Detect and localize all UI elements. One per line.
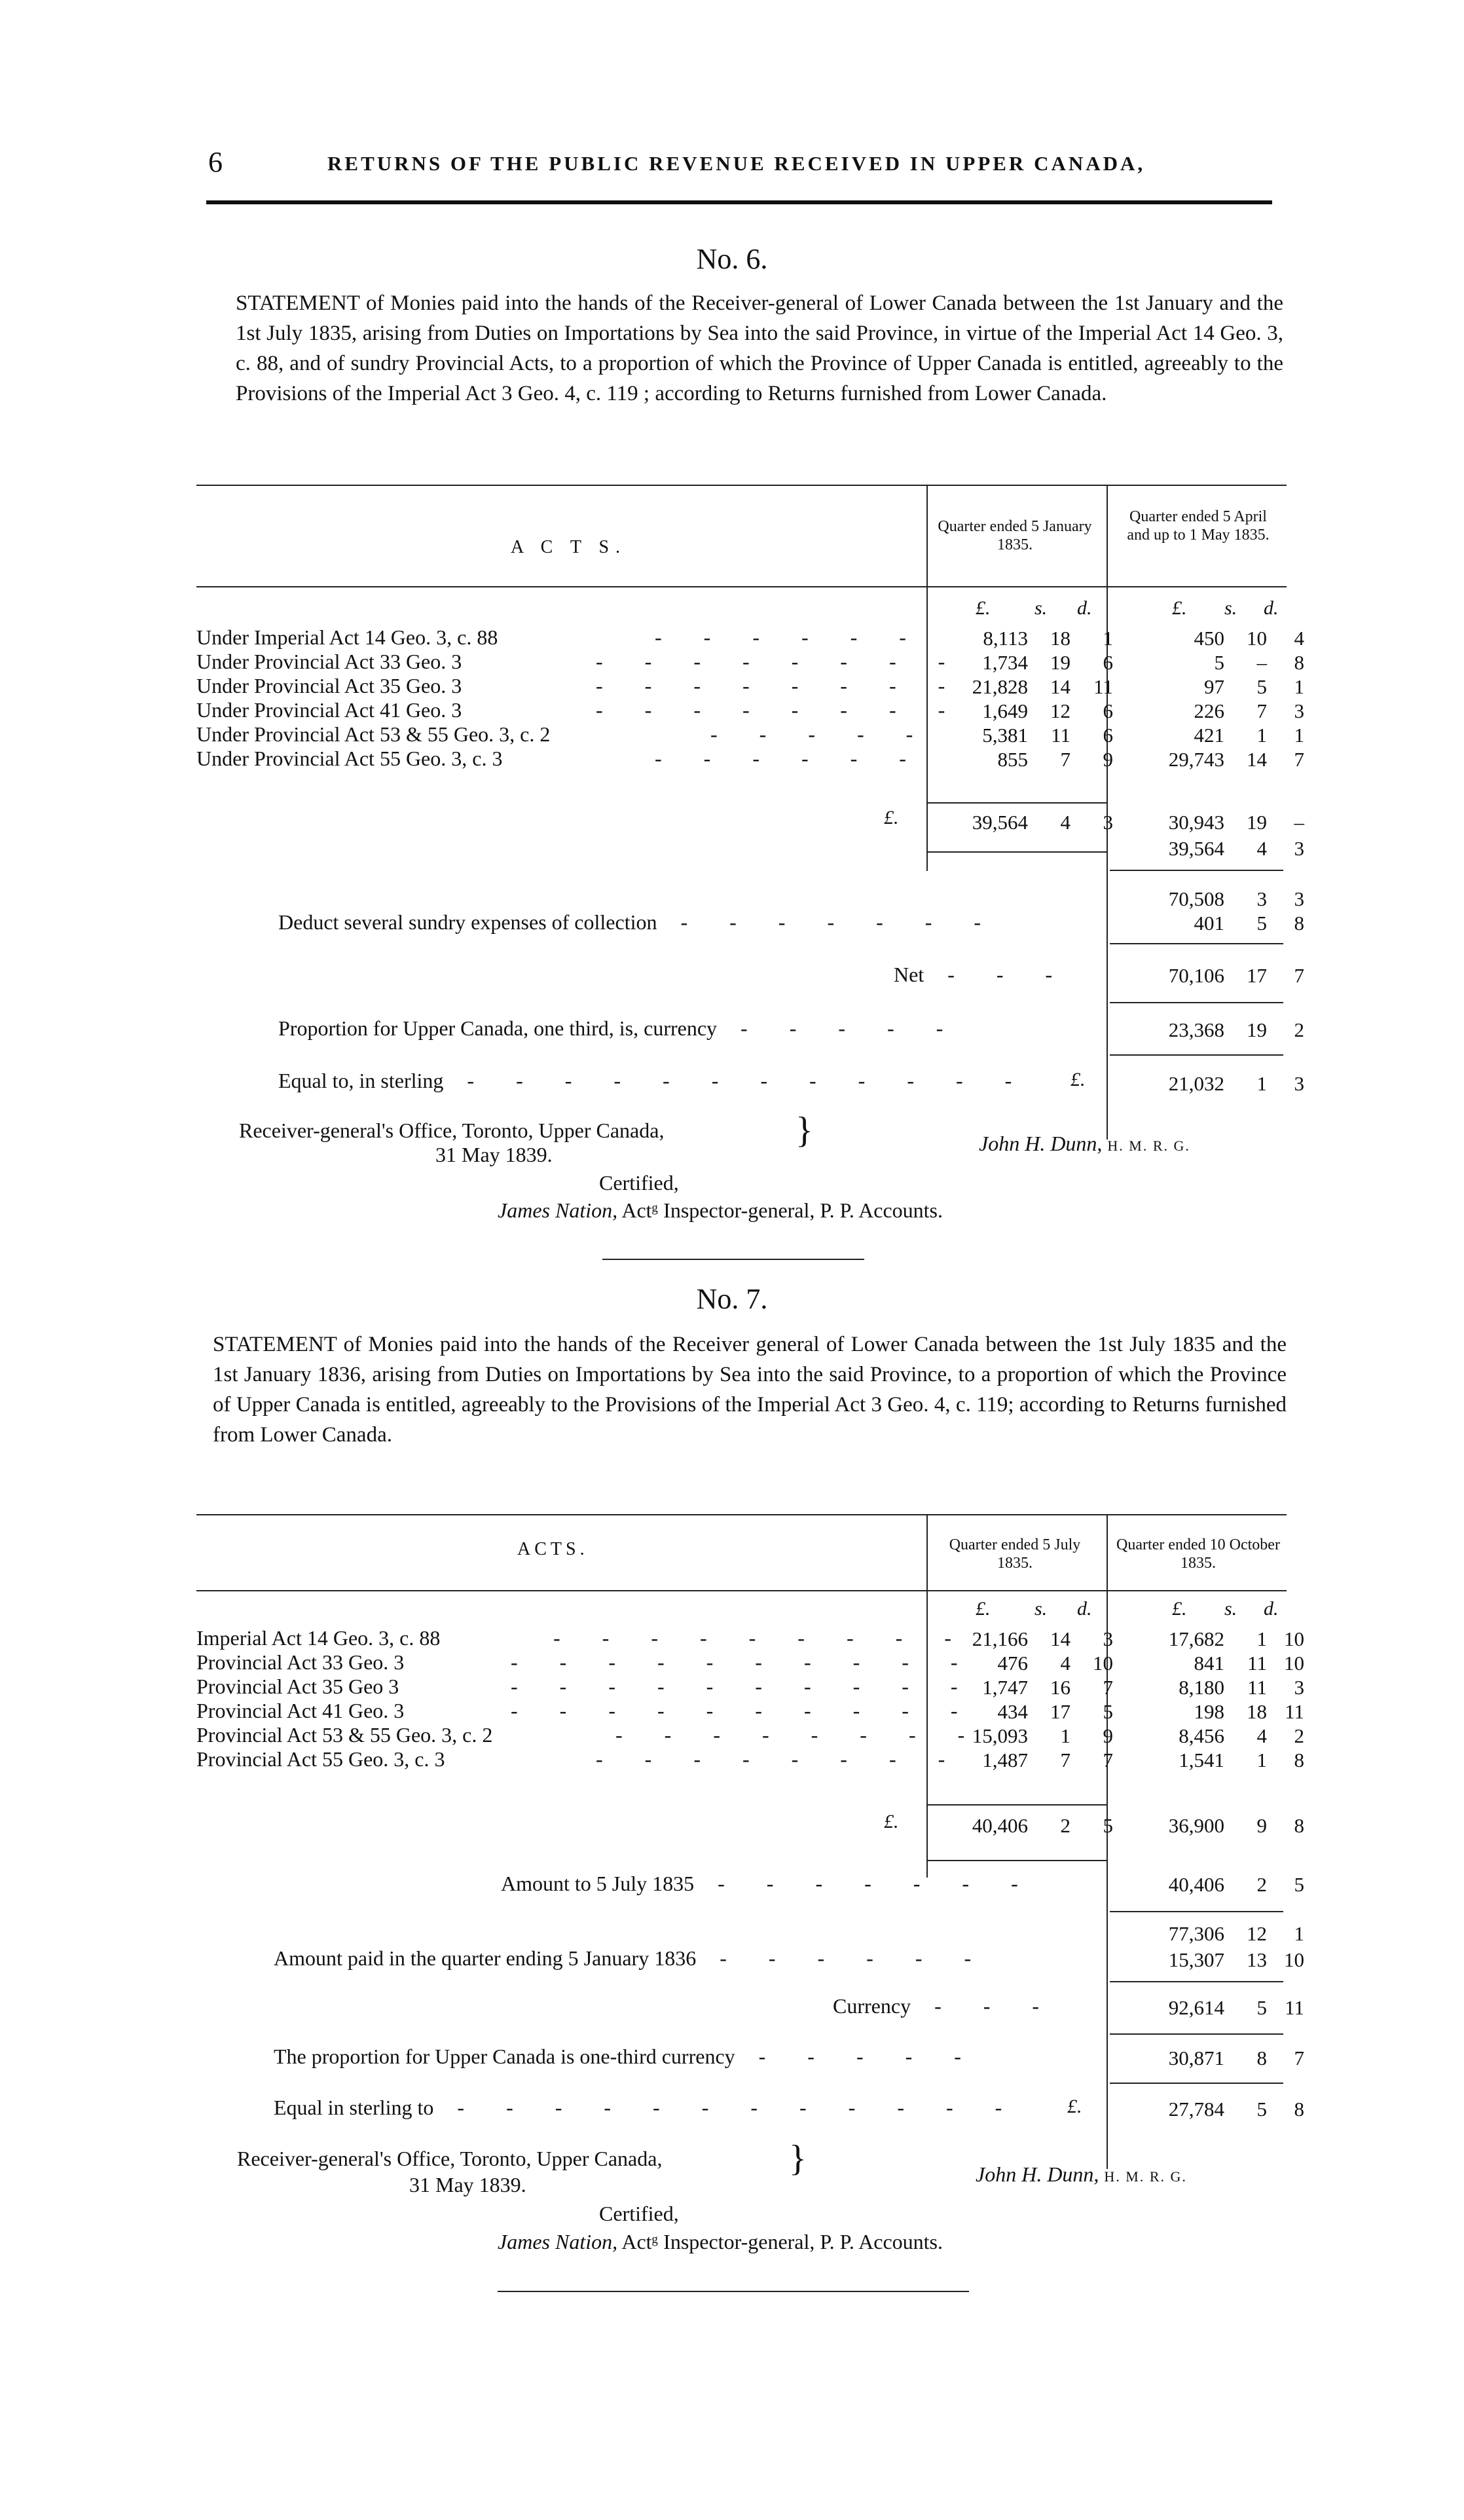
unit-shillings: s. (1224, 597, 1237, 619)
pounds-value: 1,649 (982, 699, 1028, 722)
pence-value: 3 (1294, 837, 1304, 860)
leader-dashes: - - - - - - (655, 747, 924, 770)
table-7-sterling-rule (1110, 2083, 1283, 2084)
pence-value: 10 (1093, 1652, 1113, 1675)
pounds-value: 198 (1194, 1700, 1224, 1723)
page-number: 6 (208, 146, 223, 178)
leader-dashes: - - - - - - - - (596, 1747, 964, 1771)
shillings-value: 5 (1256, 912, 1267, 935)
act-name: Under Provincial Act 33 Geo. 3 (196, 650, 462, 673)
section-divider-7 (498, 2291, 969, 2292)
shillings-value: 7 (1060, 1749, 1071, 1771)
table-7-proportion-rule (1110, 2033, 1283, 2035)
table-6-sum-rule (1110, 870, 1283, 871)
table-6-total-under-rule (926, 851, 1107, 853)
pounds-value: 841 (1194, 1652, 1224, 1675)
table-7-total-mark: £. (884, 1811, 899, 1832)
act-name: Imperial Act 14 Geo. 3, c. 88 (196, 1626, 441, 1650)
pounds-value: 5,381 (982, 724, 1028, 747)
pounds-value: 450 (1194, 627, 1224, 650)
statement-7-signer-title: H. M. R. G. (1104, 2168, 1187, 2185)
table-6-total-rule-q1 (926, 802, 1107, 804)
act-name: Under Provincial Act 41 Geo. 3 (196, 698, 462, 722)
pence-value: – (1294, 811, 1304, 834)
pence-value: 8 (1294, 2098, 1304, 2121)
pence-value: 7 (1103, 1676, 1113, 1699)
table-6-net-label: Net - - - (894, 963, 1071, 986)
pence-value: 3 (1103, 811, 1113, 834)
table-7-amount-label: Amount to 5 July 1835 - - - - - - - (501, 1872, 1036, 1895)
pence-value: 10 (1284, 1627, 1304, 1650)
shillings-value: 4 (1060, 1652, 1071, 1675)
pence-value: 2 (1294, 1724, 1304, 1747)
pounds-value: 92,614 (1168, 1996, 1224, 2019)
unit-shillings: s. (1224, 1598, 1237, 1620)
shillings-value: 7 (1256, 699, 1267, 722)
pence-value: 1 (1294, 724, 1304, 747)
shillings-value: 3 (1256, 887, 1267, 910)
unit-pounds: £. (1172, 1598, 1187, 1620)
leader-dashes: - - - - - - - - - - (511, 1650, 976, 1674)
table-7-currency-rule (1110, 1981, 1283, 1982)
table-7-header-rule (196, 1590, 1287, 1591)
pounds-value: 855 (997, 748, 1028, 771)
statement-6-date: 31 May 1839. (435, 1143, 553, 1166)
shillings-value: 14 (1050, 1627, 1071, 1650)
pence-value: 6 (1103, 699, 1113, 722)
pounds-value: 40,406 (972, 1814, 1028, 1837)
pounds-value: 5 (1214, 651, 1224, 674)
pence-value: 7 (1294, 964, 1304, 987)
pence-value: 5 (1103, 1700, 1113, 1723)
shillings-value: 18 (1050, 627, 1071, 650)
shillings-value: 4 (1256, 1724, 1267, 1747)
section-divider-6 (602, 1259, 864, 1260)
shillings-value: 1 (1256, 1749, 1267, 1771)
shillings-value: – (1256, 651, 1267, 674)
unit-pence: d. (1077, 1598, 1092, 1620)
leader-dashes: - - - - - - - - - - (511, 1699, 976, 1722)
pounds-value: 36,900 (1168, 1814, 1224, 1837)
table-7-total-under-rule (926, 1860, 1107, 1861)
pounds-value: 401 (1194, 912, 1224, 935)
pence-value: 8 (1294, 912, 1304, 935)
statement-6-signer-title: H. M. R. G. (1107, 1138, 1190, 1154)
pounds-value: 21,828 (972, 675, 1028, 698)
table-6-total-mark: £. (884, 807, 899, 828)
pence-value: 1 (1294, 675, 1304, 698)
shillings-value: 19 (1247, 1018, 1267, 1041)
act-name: Under Provincial Act 53 & 55 Geo. 3, c. 2 (196, 722, 551, 746)
pounds-value: 8,180 (1179, 1676, 1224, 1699)
pounds-value: 40,406 (1168, 1873, 1224, 1896)
pence-value: 7 (1294, 748, 1304, 771)
pence-value: 4 (1294, 627, 1304, 650)
leader-dashes: - - - - - - - - - - (511, 1675, 976, 1698)
header-rule (206, 200, 1272, 204)
shillings-value: 14 (1050, 675, 1071, 698)
pounds-value: 21,166 (972, 1627, 1028, 1650)
table-7-acts-header: ACTS. (517, 1539, 589, 1559)
pence-value: 9 (1103, 748, 1113, 771)
leader-dashes: - - - - - - - - (596, 698, 964, 722)
statement-6-office: Receiver-general's Office, Toronto, Upper Canada, (239, 1119, 665, 1142)
amount-label-text: Amount to 5 July 1835 (501, 1872, 695, 1895)
pence-value: 3 (1294, 699, 1304, 722)
table-7-col1-header: Quarter ended 5 July 1835. (949, 1536, 1081, 1572)
running-title: RETURNS OF THE PUBLIC REVENUE RECEIVED IN UPPER CANADA, (327, 152, 1146, 175)
table-6-top-rule (196, 485, 1287, 486)
pence-value: 8 (1294, 1814, 1304, 1837)
shillings-value: 1 (1256, 1072, 1267, 1095)
shillings-value: 1 (1256, 724, 1267, 747)
statement-7-certified: Certified, (599, 2202, 679, 2225)
table-6-sterling-rule (1110, 1054, 1283, 1056)
proportion-label-text: Proportion for Upper Canada, one third, is, currency (278, 1016, 718, 1040)
act-name: Under Imperial Act 14 Geo. 3, c. 88 (196, 625, 498, 649)
pence-value: 3 (1294, 887, 1304, 910)
statement-7-inspector-name: James Nation, (498, 2230, 618, 2253)
pence-value: 10 (1284, 1652, 1304, 1675)
shillings-value: 1 (1256, 1627, 1267, 1650)
leader-dashes: - - - - - - (655, 625, 924, 649)
act-name: Under Provincial Act 55 Geo. 3, c. 3 (196, 747, 503, 770)
proportion-label-text: The proportion for Upper Canada is one-third currency (274, 2045, 735, 2068)
table-7-total-rule-q1 (926, 1804, 1107, 1806)
pence-value: 7 (1103, 1749, 1113, 1771)
shillings-value: 16 (1050, 1676, 1071, 1699)
unit-pounds: £. (1172, 597, 1187, 619)
statement-7-inspector-title: Actᵍ Inspector-general, P. P. Accounts. (621, 2230, 943, 2253)
pence-value: 5 (1103, 1814, 1113, 1837)
table-7-sterling-mark: £. (1067, 2096, 1082, 2117)
table-7-top-rule (196, 1514, 1287, 1515)
statement-7-number: No. 7. (696, 1283, 768, 1315)
shillings-value: 14 (1247, 748, 1267, 771)
pounds-value: 15,093 (972, 1724, 1028, 1747)
table-7-col2-header: Quarter ended 10 October 1835. (1116, 1536, 1280, 1572)
pounds-value: 30,871 (1168, 2047, 1224, 2069)
statement-6-certified: Certified, (599, 1171, 679, 1195)
pence-value: 8 (1294, 651, 1304, 674)
shillings-value: 13 (1247, 1948, 1267, 1971)
pounds-value: 8,113 (983, 627, 1028, 650)
table-6-acts-header: A C T S. (511, 537, 627, 557)
shillings-value: 17 (1247, 964, 1267, 987)
leader-dashes: - - - - - - - - (596, 650, 964, 673)
statement-6-text: STATEMENT of Monies paid into the hands of the Receiver-general of Lower Canada between the 1st January and the 1st July 1835, arising from Duties on Importations by Sea into the said Province, in virtue of the Imperial Act 14 Geo. 3, c. 88, and of sundry Provincial Acts, to a proportion of which the Province of Upper Canada is entitled, agreeably to the Provisions of the Imperial Act 3 Geo. 4, c. 119 ; according to Returns furnished from Lower Canada. (236, 291, 1283, 405)
pounds-value: 70,508 (1168, 887, 1224, 910)
pounds-value: 39,564 (1168, 837, 1224, 860)
pounds-value: 30,943 (1168, 811, 1224, 834)
table-6-net-rule (1110, 943, 1283, 944)
leader-dashes: - - - - - - - - - (553, 1626, 970, 1650)
shillings-value: 11 (1247, 1676, 1267, 1699)
net-label-text: Net (894, 963, 924, 986)
act-name: Under Provincial Act 35 Geo. 3 (196, 674, 462, 697)
pence-value: 3 (1294, 1676, 1304, 1699)
shillings-value: 19 (1050, 651, 1071, 674)
pence-value: 10 (1284, 1948, 1304, 1971)
pounds-value: 21,032 (1168, 1072, 1224, 1095)
pounds-value: 23,368 (1168, 1018, 1224, 1041)
shillings-value: 7 (1060, 748, 1071, 771)
act-name: Provincial Act 41 Geo. 3 (196, 1699, 405, 1722)
table-7-col-rule-2 (1107, 1514, 1108, 2169)
pence-value: 11 (1285, 1996, 1304, 2019)
statement-6-signer: John H. Dunn, (979, 1132, 1103, 1155)
pence-value: 3 (1103, 1627, 1113, 1650)
shillings-value: 2 (1256, 1873, 1267, 1896)
pounds-value: 1,734 (982, 651, 1028, 674)
shillings-value: 19 (1247, 811, 1267, 834)
pence-value: 11 (1093, 675, 1113, 698)
table-6-deduct-label: Deduct several sundry expenses of collection - - - - - - - (278, 910, 1000, 934)
table-7-currency-label: Currency - - - (833, 1994, 1058, 2018)
shillings-value: 17 (1050, 1700, 1071, 1723)
table-7-sterling-label: Equal in sterling to - - - - - - - - - - - - (274, 2096, 1021, 2119)
shillings-value: 8 (1256, 2047, 1267, 2069)
table-6-sterling-label: Equal to, in sterling - - - - - - - - - - - - (278, 1069, 1031, 1092)
unit-pounds: £. (976, 1598, 991, 1620)
pounds-value: 77,306 (1168, 1922, 1224, 1945)
pence-value: 1 (1294, 1922, 1304, 1945)
pounds-value: 421 (1194, 724, 1224, 747)
shillings-value: 9 (1256, 1814, 1267, 1837)
pence-value: 9 (1103, 1724, 1113, 1747)
act-name: Provincial Act 33 Geo. 3 (196, 1650, 405, 1674)
table-6-header-rule (196, 586, 1287, 587)
shillings-value: 12 (1247, 1922, 1267, 1945)
pence-value: 5 (1294, 1873, 1304, 1896)
pounds-value: 70,106 (1168, 964, 1224, 987)
shillings-value: 12 (1050, 699, 1071, 722)
pounds-value: 8,456 (1179, 1724, 1224, 1747)
shillings-value: 4 (1060, 811, 1071, 834)
shillings-value: 5 (1256, 675, 1267, 698)
shillings-value: 5 (1256, 2098, 1267, 2121)
pounds-value: 434 (997, 1700, 1028, 1723)
leader-dashes: - - - - - - - - (596, 674, 964, 697)
pounds-value: 1,747 (982, 1676, 1028, 1699)
table-7-paid-label: Amount paid in the quarter ending 5 January 1836 - - - - - - (274, 1946, 990, 1970)
paid-label-text: Amount paid in the quarter ending 5 January 1836 (274, 1946, 697, 1970)
leader-dashes: - - - - - (710, 722, 932, 746)
statement-7-text: STATEMENT of Monies paid into the hands of the Receiver general of Lower Canada between the 1st July 1835 and the 1st January 1836, arising from Duties on Importations by Sea into the said Province, to a proportion of which the Province of Upper Canada is entitled, agreeably to the Provisions of the Imperial Act 3 Geo. 4, c. 119; according to Returns furnished from Lower Canada. (213, 1333, 1287, 1447)
pence-value: 6 (1103, 724, 1113, 747)
shillings-value: 2 (1060, 1814, 1071, 1837)
statement-6-inspector-name: James Nation, (498, 1198, 618, 1222)
unit-pence: d. (1264, 597, 1279, 619)
shillings-value: 11 (1051, 724, 1071, 747)
table-7-proportion-label: The proportion for Upper Canada is one-third currency - - - - - (274, 2045, 979, 2068)
statement-6-number: No. 6. (696, 243, 768, 275)
shillings-value: 11 (1247, 1652, 1267, 1675)
pounds-value: 29,743 (1168, 748, 1224, 771)
shillings-value: 5 (1256, 1996, 1267, 2019)
pence-value: 3 (1294, 1072, 1304, 1095)
pounds-value: 1,487 (982, 1749, 1028, 1771)
act-name: Provincial Act 53 & 55 Geo. 3, c. 2 (196, 1723, 493, 1747)
pence-value: 8 (1294, 1749, 1304, 1771)
shillings-value: 1 (1060, 1724, 1071, 1747)
statement-6-inspector-title: Actᵍ Inspector-general, P. P. Accounts. (621, 1198, 943, 1222)
unit-pence: d. (1264, 1598, 1279, 1620)
pounds-value: 27,784 (1168, 2098, 1224, 2121)
pounds-value: 476 (997, 1652, 1028, 1675)
shillings-value: 4 (1256, 837, 1267, 860)
pence-value: 6 (1103, 651, 1113, 674)
table-6-sterling-mark: £. (1071, 1069, 1086, 1090)
statement-7-signer: John H. Dunn, (976, 2162, 1099, 2186)
unit-shillings: s. (1034, 1598, 1048, 1620)
sterling-label-text: Equal in sterling to (274, 2096, 434, 2119)
table-7-sum-rule (1110, 1911, 1283, 1912)
shillings-value: 18 (1247, 1700, 1267, 1723)
table-6-proportion-label: Proportion for Upper Canada, one third, is, currency - - - - - (278, 1016, 962, 1040)
leader-dashes: - - - - - - - - (615, 1723, 983, 1747)
table-6-col1-header: Quarter ended 5 January 1835. (938, 518, 1092, 553)
pence-value: 2 (1294, 1018, 1304, 1041)
table-6-col2-header: Quarter ended 5 April and up to 1 May 1835. (1127, 508, 1270, 544)
statement-7-office: Receiver-general's Office, Toronto, Upper Canada, (237, 2147, 663, 2170)
pounds-value: 226 (1194, 699, 1224, 722)
deduct-label-text: Deduct several sundry expenses of collection (278, 910, 657, 934)
shillings-value: 10 (1247, 627, 1267, 650)
pounds-value: 1,541 (1179, 1749, 1224, 1771)
unit-shillings: s. (1034, 597, 1048, 619)
brace-icon: } (796, 1110, 813, 1151)
pence-value: 11 (1285, 1700, 1304, 1723)
statement-7-date: 31 May 1839. (409, 2173, 526, 2196)
pounds-value: 39,564 (972, 811, 1028, 834)
sterling-label-text: Equal to, in sterling (278, 1069, 444, 1092)
act-name: Provincial Act 35 Geo 3 (196, 1675, 399, 1698)
unit-pounds: £. (976, 597, 991, 619)
pounds-value: 17,682 (1168, 1627, 1224, 1650)
brace-icon: } (789, 2138, 807, 2179)
pounds-value: 97 (1204, 675, 1224, 698)
unit-pence: d. (1077, 597, 1092, 619)
pence-value: 7 (1294, 2047, 1304, 2069)
pence-value: 1 (1103, 627, 1113, 650)
pounds-value: 15,307 (1168, 1948, 1224, 1971)
table-6-proportion-rule (1110, 1002, 1283, 1003)
currency-label-text: Currency (833, 1994, 911, 2018)
act-name: Provincial Act 55 Geo. 3, c. 3 (196, 1747, 445, 1771)
